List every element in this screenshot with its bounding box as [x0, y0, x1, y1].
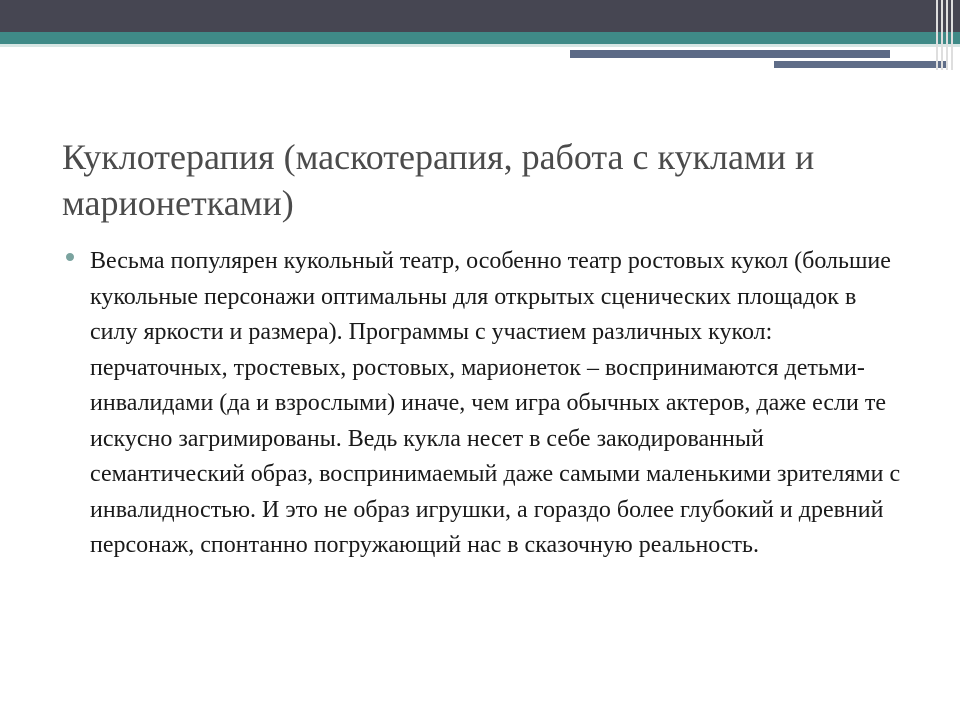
- corner-decoration: [928, 0, 960, 70]
- bullet-dot-icon: [66, 253, 74, 261]
- slide-title: Куклотерапия (маскотерапия, работа с куклами и марионетками): [62, 137, 815, 223]
- header-light-stripe: [0, 44, 960, 47]
- slide-body: [62, 244, 908, 564]
- accent-bar-lower: [774, 61, 946, 68]
- header-teal-stripe: [0, 32, 960, 44]
- header-band: [0, 0, 960, 32]
- accent-bar-upper: [570, 50, 890, 58]
- bullet-item: [62, 244, 908, 564]
- bullet-text: Весьма популярен кукольный театр, особенно театр ростовых кукол (большие кукольные персонажи оптимальны для открытых сценических площадок в силу яркости и размера). Программы с участием различных кукол: перчаточных, тростевых, ростовых, марионеток – воспринимаются детьми-инвалидами (да и взрослыми) иначе, чем игра обычных актеров, даже если те искусно загримированы. Ведь кукла несет в себе закодированный семантический образ, воспринимаемый даже самыми маленькими зрителями с инвалидностью. И это не образ игрушки, а гораздо более глубокий и древний персонаж, спонтанно погружающий нас в сказочную реальность.: [90, 248, 901, 558]
